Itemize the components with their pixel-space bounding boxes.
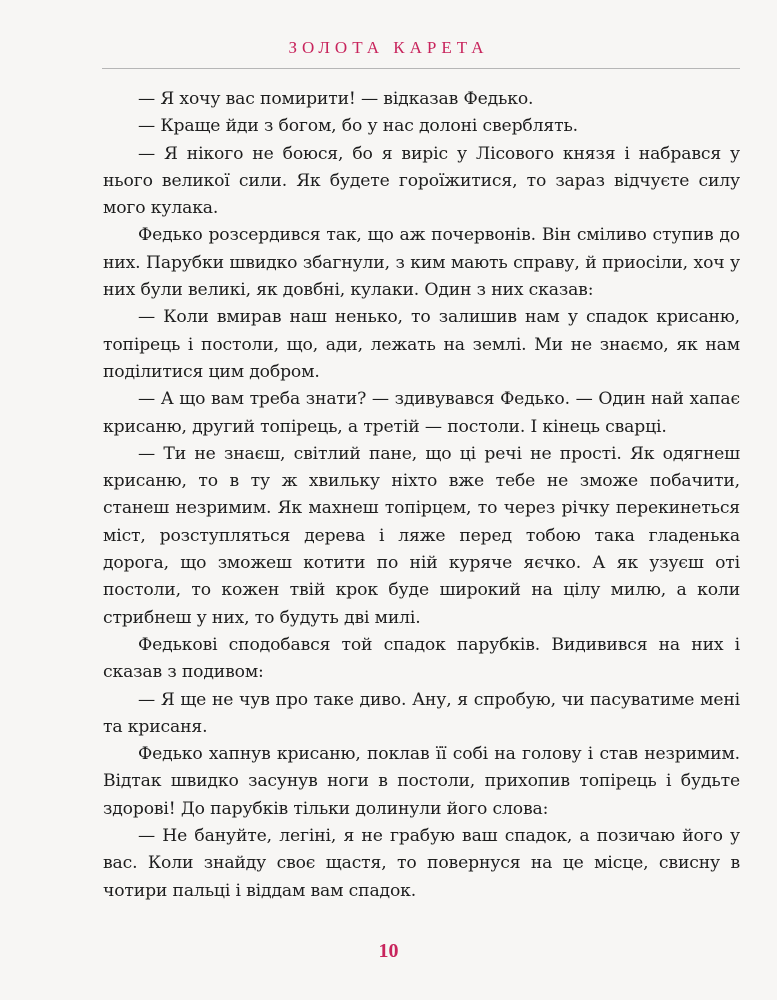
paragraph: — Не бануйте, легіні, я не грабую ваш спадок, а позичаю його у вас. Коли знайду своє щастя, то повернуся на це місце, свисну в чотири пальці і віддам вам спадок. [103, 826, 740, 901]
paragraph: Федькові сподобався той спадок парубків. Видивився на них і сказав з подивом: [103, 634, 740, 683]
paragraph: — Я ще не чув про таке диво. Ану, я спробую, чи пасуватиме мені та крисаня. [103, 689, 740, 737]
paragraph: — Я хочу вас помирити! — відказав Федько. [138, 89, 534, 109]
header-rule [102, 68, 740, 69]
paragraph: — А що вам треба знати? — здивувався Федько. — Один най хапає крисаню, другий топірець, а третій — постоли. І кінець сварці. [103, 389, 740, 437]
body-text [103, 86, 740, 905]
paragraph: — Краще йди з богом, бо у нас долоні сверблять. [138, 116, 578, 137]
paragraph: Федько хапнув крисаню, поклав її собі на голову і став незримим. Відтак швидко засунув ноги в постоли, прихопив топірець і будьте здорові! До парубків тільки долинули його слова: [103, 744, 740, 819]
paragraph: — Коли вмирав наш ненько, то залишив нам у спадок крисаню, топірець і постоли, що, ади, лежать на землі. Ми не знаємо, як нам поділитися цим добром. [103, 307, 740, 382]
paragraph: — Я нікого не боюся, бо я виріс у Лісового князя і набрався у нього великої сили. Як будете гороїжитися, то зараз відчуєте силу мого кулака. [103, 143, 740, 219]
running-head: ЗОЛОТА КАРЕТА [288, 38, 489, 57]
page-number: 10 [378, 940, 399, 962]
paragraph: — Ти не знаєш, світлий пане, що ці речі не прості. Як одягнеш крисаню, то в ту ж хвильку ніхто вже тебе не зможе побачити, станеш незримим. Як махнеш топірцем, то через річку перекинеться міст, розступляться дерева і ляже перед тобою така гладенька дорога, що зможеш котити по ній куряче яєчко. А як узуєш оті постоли, то кожен твій крок буде широкий на цілу милю, а коли стрибнеш у них, то будуть дві милі. [103, 443, 740, 628]
paragraph: Федько розсердився так, що аж почервонів. Він сміливо ступив до них. Парубки швидко збагнули, з ким мають справу, й приосіли, хоч у них були великі, як довбні, кулаки. Один з них сказав: [103, 225, 740, 301]
